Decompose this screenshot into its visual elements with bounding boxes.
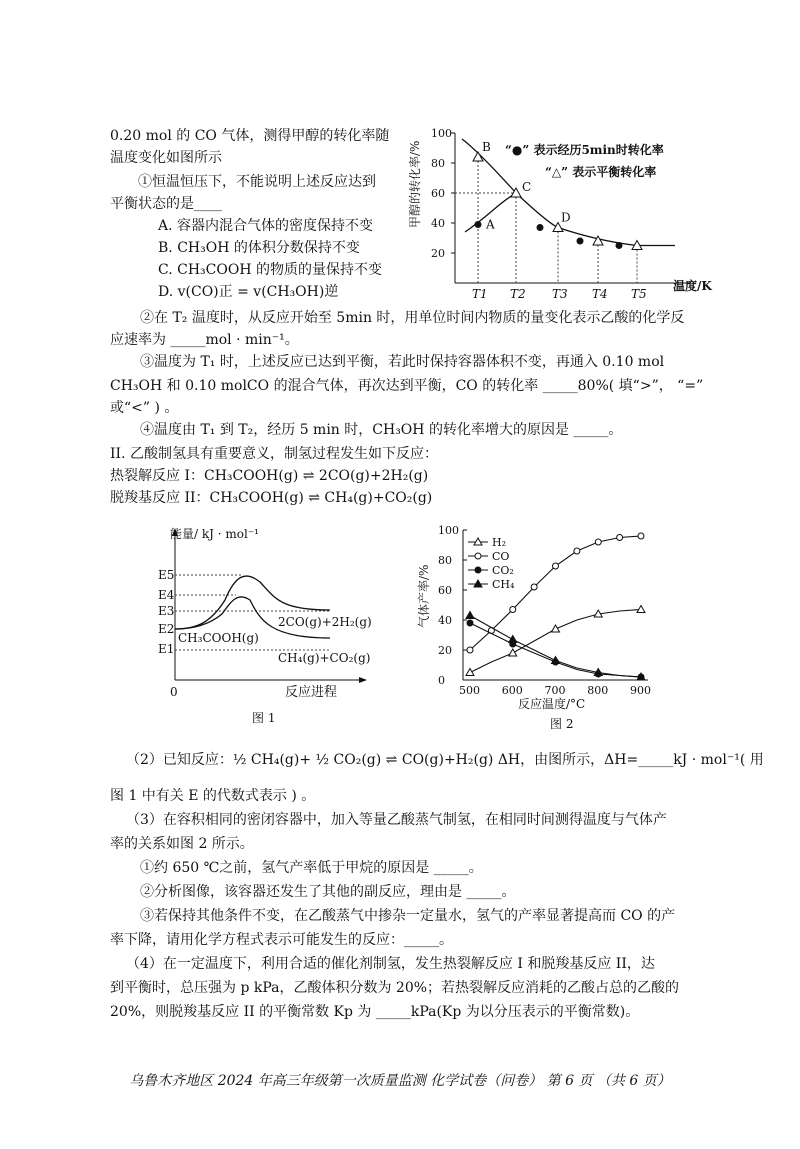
level-e5: E5 xyxy=(158,568,175,582)
level-e2: E2 xyxy=(158,622,175,636)
data-point-ch4 xyxy=(509,636,517,643)
data-point-h2 xyxy=(637,606,645,613)
question-text: ③若保持其他条件不变，在乙酸蒸气中掺杂一定量水，氢气的产率显著提高而 CO 的产 xyxy=(140,908,676,924)
y-tick-label: 0 xyxy=(438,674,445,687)
legend-marker xyxy=(475,553,481,559)
y-tick-label: 60 xyxy=(431,187,445,200)
question-text: 率的关系如图 2 所示。 xyxy=(110,836,254,852)
x-axis-label: 反应温度/°C xyxy=(518,697,586,711)
y-tick-label: 100 xyxy=(438,524,459,537)
x-tick-label: T2 xyxy=(510,287,526,298)
yield-chart xyxy=(408,518,668,733)
question-text: 图 1 中有关 E 的代数式表示 ) 。 xyxy=(110,788,316,804)
y-axis-label: 能量/ kJ · mol⁻¹ xyxy=(170,527,259,541)
legend-marker xyxy=(475,567,481,573)
question-text: ②在 T₂ 温度时，从反应开始至 5min 时，用单位时间内物质的量变化表示乙酸的化学反 xyxy=(140,310,685,326)
y-tick-label: 40 xyxy=(431,217,445,230)
legend-label: CO₂ xyxy=(492,564,514,577)
label-product-1: 2CO(g)+2H₂(g) xyxy=(278,615,372,629)
legend-label: H₂ xyxy=(492,536,507,549)
x-tick-label: T1 xyxy=(472,287,488,298)
x-tick-label: 600 xyxy=(501,684,523,697)
point-label: A xyxy=(486,217,495,232)
data-point-co xyxy=(467,647,473,653)
x-tick-label: 500 xyxy=(459,684,480,697)
data-point-co xyxy=(638,533,644,539)
data-point-co xyxy=(553,563,559,569)
data-point-h2 xyxy=(552,625,560,632)
label-product-2: CH₄(g)+CO₂(g) xyxy=(278,651,371,665)
data-point-co xyxy=(531,584,537,590)
option-b: B. CH₃OH 的体积分数保持不变 xyxy=(158,240,360,256)
figure-caption: 图 2 xyxy=(550,717,574,731)
point-label: D xyxy=(561,210,571,225)
legend-dot: “●” 表示经历5min时转化率 xyxy=(505,143,664,157)
x-tick-label: T4 xyxy=(592,287,608,298)
x-tick-label: T5 xyxy=(631,287,647,298)
data-point-h2 xyxy=(509,649,517,656)
option-d: D. v(CO)正 = v(CH₃OH)逆 xyxy=(158,284,339,300)
level-e1: E1 xyxy=(158,642,175,656)
question-text: 20%，则脱羧基反应 II 的平衡常数 Kp 为 _____kPa(Kp 为以分压表示的平衡常数)。 xyxy=(110,1004,640,1020)
question-text: ①恒温恒压下，不能说明上述反应达到 xyxy=(138,174,376,190)
energy-diagram xyxy=(150,520,390,730)
legend-label: CO xyxy=(492,550,510,563)
data-point-h2 xyxy=(466,669,474,676)
x-tick-label: 900 xyxy=(630,684,651,697)
question-text: CH₃OH 和 0.10 molCO 的混合气体，再次达到平衡，CO 的转化率 _____80%( 填“>”， “=” xyxy=(110,378,704,394)
reaction-1: 热裂解反应 I：CH₃COOH(g) ⇌ 2CO(g)+2H₂(g) xyxy=(110,468,429,484)
legend-label: CH₄ xyxy=(492,578,515,591)
y-axis-label: 甲醇的转化率/% xyxy=(408,140,422,228)
option-a: A. 容器内混合气体的密度保持不变 xyxy=(158,218,374,234)
x-tick-label: 700 xyxy=(544,684,566,697)
data-point-co xyxy=(617,535,623,541)
x-tick-label: T3 xyxy=(552,287,568,298)
five-min-point xyxy=(616,242,623,249)
y-tick-label: 80 xyxy=(438,554,452,567)
section-heading: II. 乙酸制氢具有重要意义，制氢过程发生如下反应： xyxy=(110,446,438,462)
data-point-co2 xyxy=(467,620,473,626)
data-point-co xyxy=(510,607,516,613)
question-text: ②分析图像，该容器还发生了其他的副反应，理由是 _____。 xyxy=(140,884,516,900)
five-min-point xyxy=(475,221,482,228)
point-label: C xyxy=(522,180,532,194)
question-text: 平衡状态的是____ xyxy=(110,196,222,212)
page-footer: 乌鲁木齐地区 2024 年高三年级第一次质量监测 化学试卷（问卷） 第 6 页 （共 6 页） xyxy=(129,1073,671,1089)
y-axis-label: 气体产率/% xyxy=(417,564,431,628)
option-c: C. CH₃COOH 的物质的量保持不变 xyxy=(158,262,382,278)
question-text: （4）在一定温度下，利用合适的催化剂制氢，发生热裂解反应 I 和脱羧基反应 II，达 xyxy=(126,956,655,972)
x-tick-label: 800 xyxy=(587,684,609,697)
y-tick-label: 20 xyxy=(438,644,452,657)
question-text: ①约 650 ℃之前，氢气产率低于甲烷的原因是 _____。 xyxy=(140,860,483,876)
origin-label: 0 xyxy=(170,685,178,699)
point-label: B xyxy=(482,140,491,154)
question-text: 到平衡时，总压强为 p kPa，乙酸体积分数为 20%；若热裂解反应消耗的乙酸占总的乙酸的 xyxy=(110,980,680,996)
question-text: （3）在容积相同的密闭容器中，加入等量乙酸蒸气制氢，在相同时间测得温度与气体产 xyxy=(126,812,667,828)
five-min-point xyxy=(577,238,584,245)
y-tick-label: 20 xyxy=(431,247,445,260)
y-tick-label: 100 xyxy=(431,127,452,140)
y-tick-label: 60 xyxy=(438,584,452,597)
question-text: 或“<” ) 。 xyxy=(110,400,179,416)
question-text: 率下降，请用化学方程式表示可能发生的反应：_____。 xyxy=(110,932,453,948)
text-line: 温度变化如图所示 xyxy=(110,150,222,166)
label-reactant: CH₃COOH(g) xyxy=(178,631,259,645)
x-axis-label: 温度/K xyxy=(673,279,712,293)
figure-caption: 图 1 xyxy=(252,711,276,725)
five-min-point xyxy=(537,224,544,231)
data-point-ch4 xyxy=(466,612,474,619)
level-e3: E3 xyxy=(158,604,175,618)
question-text: ④温度由 T₁ 到 T₂，经历 5 min 时，CH₃OH 的转化率增大的原因是 _____。 xyxy=(140,422,623,438)
data-point-co xyxy=(574,548,580,554)
y-tick-label: 40 xyxy=(438,614,452,627)
reaction-2: 脱羧基反应 II：CH₃COOH(g) ⇌ CH₄(g)+CO₂(g) xyxy=(110,490,433,506)
question-text: （2）已知反应：½ CH₄(g)+ ½ CO₂(g) ⇌ CO(g)+H₂(g) ΔH，由图所示，ΔH=_____kJ · mol⁻¹( 用 xyxy=(126,752,764,768)
level-e4: E4 xyxy=(158,588,175,602)
y-tick-label: 80 xyxy=(431,157,445,170)
question-text: 应速率为 _____mol · min⁻¹。 xyxy=(110,332,299,348)
x-axis-label: 反应进程 xyxy=(285,685,338,700)
data-point-co xyxy=(595,539,601,545)
legend-triangle: “△” 表示平衡转化率 xyxy=(545,165,657,179)
question-text: ③温度为 T₁ 时，上述反应已达到平衡，若此时保持容器体积不变，再通入 0.10 mol xyxy=(140,354,665,370)
text-line: 0.20 mol 的 CO 气体，测得甲醇的转化率随 xyxy=(110,128,390,144)
conversion-chart xyxy=(405,118,735,298)
